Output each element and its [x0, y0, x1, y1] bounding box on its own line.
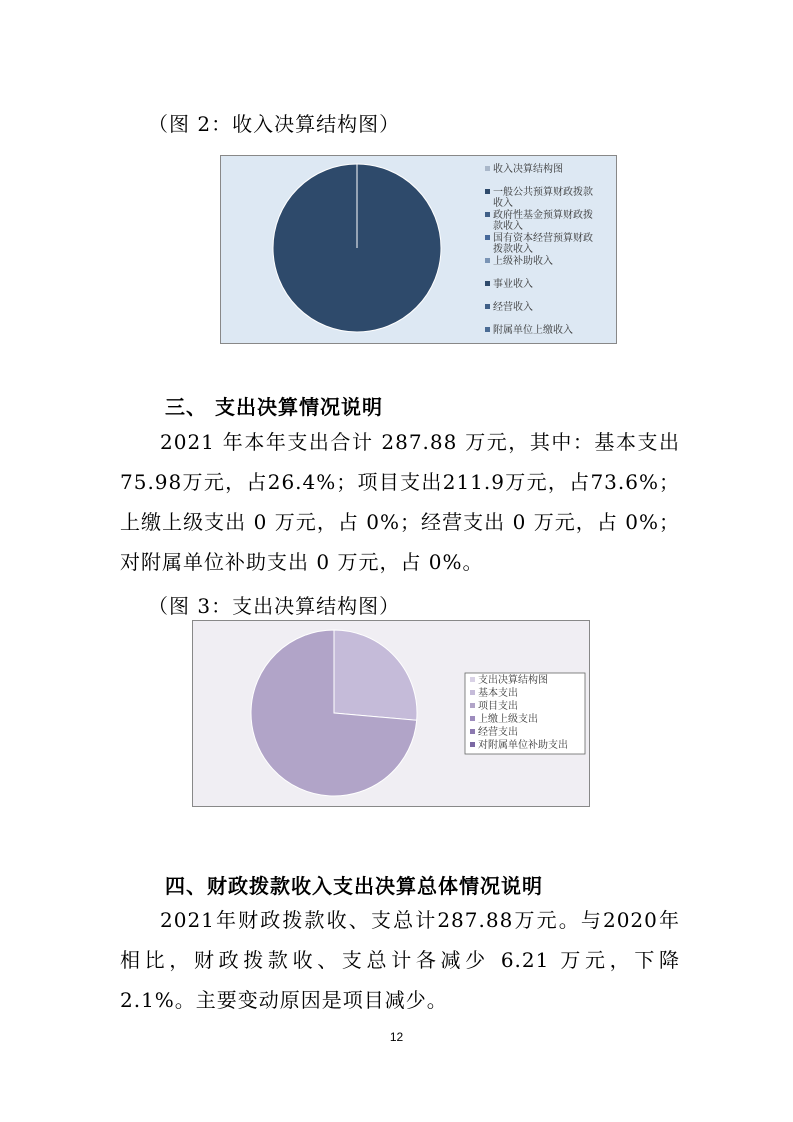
legend-label: 收入	[493, 198, 513, 209]
legend-swatch	[485, 212, 490, 217]
legend-label: 拨款收入	[493, 244, 533, 255]
section-3-heading: 三、 支出决算情况说明	[165, 395, 383, 419]
legend-label: 上缴上级支出	[478, 714, 538, 725]
legend-swatch	[470, 677, 475, 682]
legend-swatch	[485, 166, 490, 171]
figure-3-caption: （图 3：支出决算结构图）	[148, 594, 401, 618]
legend-label: 一般公共预算财政拨款	[493, 187, 593, 198]
section-4-heading: 四、财政拨款收入支出决算总体情况说明	[165, 874, 543, 898]
legend-swatch	[470, 729, 475, 734]
legend-label: 经营收入	[493, 302, 533, 313]
legend-swatch	[485, 304, 490, 309]
legend-label: 经营支出	[478, 727, 518, 738]
legend-label: 国有资本经营预算财政	[493, 233, 593, 244]
legend-label: 款收入	[493, 221, 523, 232]
legend-label: 支出决算结构图	[478, 675, 548, 686]
legend-swatch	[485, 235, 490, 240]
legend-swatch	[470, 716, 475, 721]
section-3-paragraph	[120, 422, 680, 582]
legend-label: 基本支出	[478, 688, 518, 699]
legend-swatch	[485, 258, 490, 263]
legend-label: 项目支出	[478, 701, 518, 712]
legend-label: 事业收入	[493, 279, 533, 290]
section-3-text: 2021 年本年支出合计 287.88 万元，其中：基本支出75.98万元，占26.4%；项目支出211.9万元，占73.6%；上缴上级支出 0 万元，占 0%；经营支出 0 万元，占 0%；对附属单位补助支出 0 万元，占 0%。	[120, 430, 680, 574]
page-number: 12	[389, 1030, 404, 1044]
income-pie-svg	[220, 155, 617, 344]
legend-swatch	[485, 327, 490, 332]
legend-swatch	[470, 690, 475, 695]
legend-label: 附属单位上缴收入	[493, 325, 573, 336]
legend-swatch	[470, 703, 475, 708]
legend-swatch	[470, 742, 475, 747]
legend-swatch	[485, 189, 490, 194]
section-4-paragraph	[120, 900, 680, 1020]
legend-label: 对附属单位补助支出	[478, 740, 568, 751]
expense-structure-chart	[192, 620, 590, 807]
legend-label: 上级补助收入	[493, 256, 553, 267]
expense-pie-svg	[192, 620, 590, 807]
figure-2-caption: （图 2：收入决算结构图）	[148, 112, 401, 136]
section-4-text: 2021年财政拨款收、支总计287.88万元。与2020年相比，财政拨款收、支总计各减少 6.21 万元，下降 2.1%。主要变动原因是项目减少。	[120, 908, 680, 1012]
income-structure-chart	[220, 155, 617, 344]
legend-label: 政府性基金预算财政拨	[493, 210, 593, 221]
legend-swatch	[485, 281, 490, 286]
legend-label: 收入决算结构图	[493, 164, 563, 175]
